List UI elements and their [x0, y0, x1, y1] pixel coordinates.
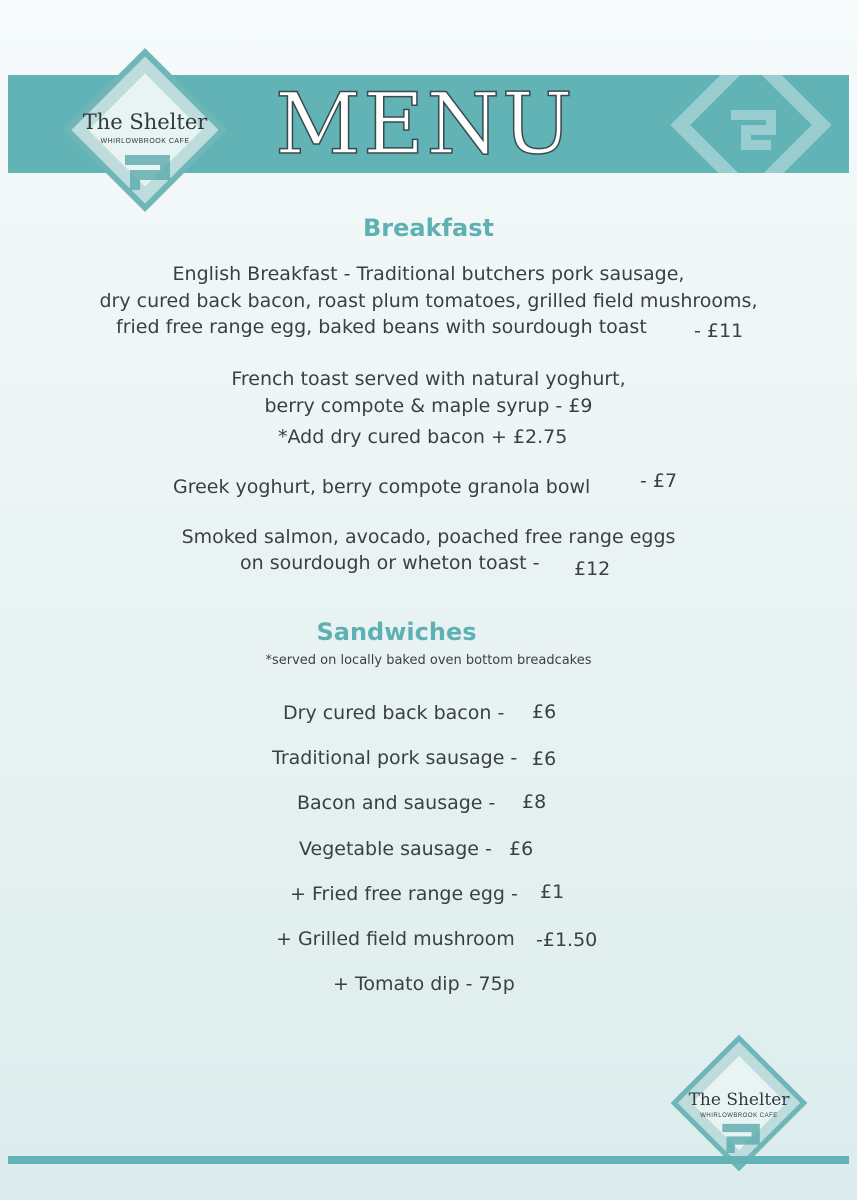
logo-watermark-icon [671, 75, 831, 173]
brand-subtitle: WHIRLOWBROOK CAFE [700, 1113, 778, 1119]
sandwich-price: -£1.50 [536, 929, 598, 951]
sandwich-item: + Grilled field mushroom [276, 928, 515, 950]
sandwich-item: Bacon and sausage - [297, 792, 496, 814]
english-breakfast-line-2: dry cured back bacon, roast plum tomatoes, grilled field mushrooms, [99, 290, 758, 312]
french-toast-line-1: French toast served with natural yoghurt, [231, 368, 626, 390]
footer-rule [8, 1156, 849, 1164]
sandwich-item: Traditional pork sausage - [272, 747, 518, 769]
english-breakfast-line-3: fried free range egg, baked beans with sourdough toast [116, 316, 647, 338]
section-heading-breakfast: Breakfast [363, 214, 494, 242]
sandwich-item: + Fried free range egg - [290, 883, 518, 905]
sandwich-item: + Tomato dip - 75p [333, 973, 515, 995]
french-toast-addon: *Add dry cured bacon + £2.75 [278, 426, 568, 448]
smoked-salmon-line-2: on sourdough or wheton toast - [240, 552, 540, 574]
greek-yoghurt-price: - £7 [640, 470, 678, 492]
sandwich-item: Vegetable sausage - [299, 838, 492, 860]
menu-title: MENU [275, 75, 575, 173]
brand-name: The Shelter [688, 1090, 790, 1110]
section-heading-sandwiches: Sandwiches [316, 618, 477, 646]
sandwich-price: £8 [522, 791, 547, 813]
sandwich-item: Dry cured back bacon - [283, 702, 505, 724]
brand-name: The Shelter [82, 110, 208, 134]
brand-logo [55, 40, 235, 220]
sandwich-price: £6 [532, 748, 557, 770]
brand-subtitle: WHIRLOWBROOK CAFE [100, 138, 190, 145]
sandwich-price: £1 [540, 881, 565, 903]
greek-yoghurt-item: Greek yoghurt, berry compote granola bowl [173, 476, 591, 498]
sandwich-price: £6 [509, 838, 534, 860]
sandwiches-note: *served on locally baked oven bottom breadcakes [265, 653, 592, 668]
smoked-salmon-price: £12 [574, 558, 611, 580]
smoked-salmon-line-1: Smoked salmon, avocado, poached free range eggs [181, 526, 676, 548]
sandwich-price: £6 [532, 701, 557, 723]
english-breakfast-price: - £11 [694, 320, 744, 342]
french-toast-line-2: berry compote & maple syrup - £9 [264, 395, 593, 417]
english-breakfast-line-1: English Breakfast - Traditional butchers pork sausage, [172, 263, 685, 285]
